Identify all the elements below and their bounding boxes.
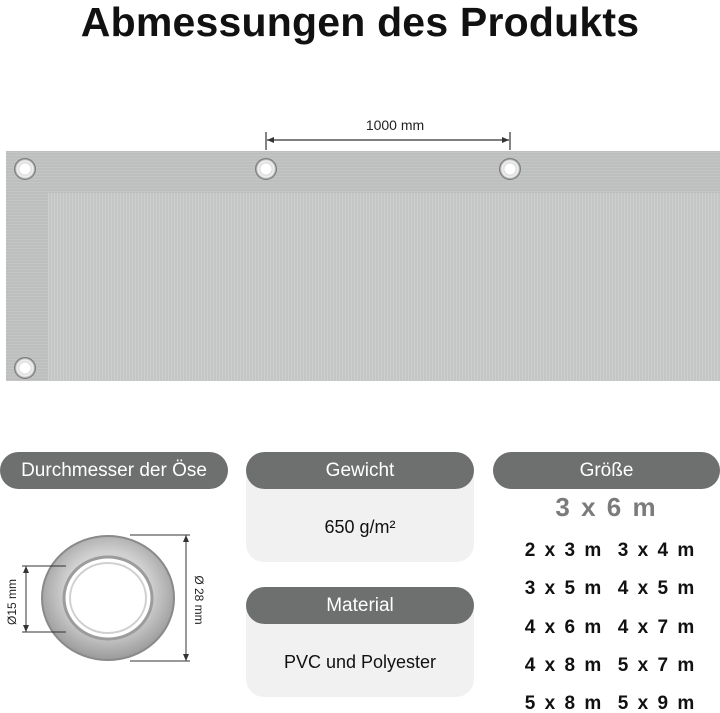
page-title: Abmessungen des Produkts [80, 0, 640, 45]
banner-illustration [6, 151, 720, 381]
eyelet-ring-diagram [0, 525, 215, 665]
size-option: 4 x 5 m [617, 578, 697, 599]
material-heading: Material [246, 587, 474, 624]
size-option: 4 x 7 m [617, 617, 697, 638]
size-option: 4 x 8 m [524, 655, 604, 676]
grommet-icon [255, 158, 277, 180]
size-option: 3 x 4 m [617, 540, 697, 561]
size-option: 2 x 3 m [524, 540, 604, 561]
size-heading: Größe [493, 452, 720, 489]
dimension-label: 1000 mm [365, 117, 425, 133]
size-option: 4 x 6 m [524, 617, 604, 638]
banner-mesh [48, 193, 720, 381]
grommet-icon [14, 158, 36, 180]
dimension-arrow [258, 130, 518, 152]
inner-diameter-label: Ø15 mm [5, 578, 19, 626]
weight-heading: Gewicht [246, 452, 474, 489]
size-option: 3 x 5 m [524, 578, 604, 599]
weight-value: 650 g/m² [324, 517, 396, 537]
grommet-icon [499, 158, 521, 180]
size-option: 5 x 9 m [617, 693, 697, 713]
size-option: 5 x 8 m [524, 693, 604, 713]
grommet-icon [14, 357, 36, 379]
eyelet-heading: Durchmesser der Öse [0, 452, 228, 489]
size-option: 5 x 7 m [617, 655, 697, 676]
material-value: PVC und Polyester [283, 652, 437, 672]
outer-diameter-label: Ø 28 mm [192, 575, 206, 625]
selected-size: 3 x 6 m [555, 492, 658, 522]
